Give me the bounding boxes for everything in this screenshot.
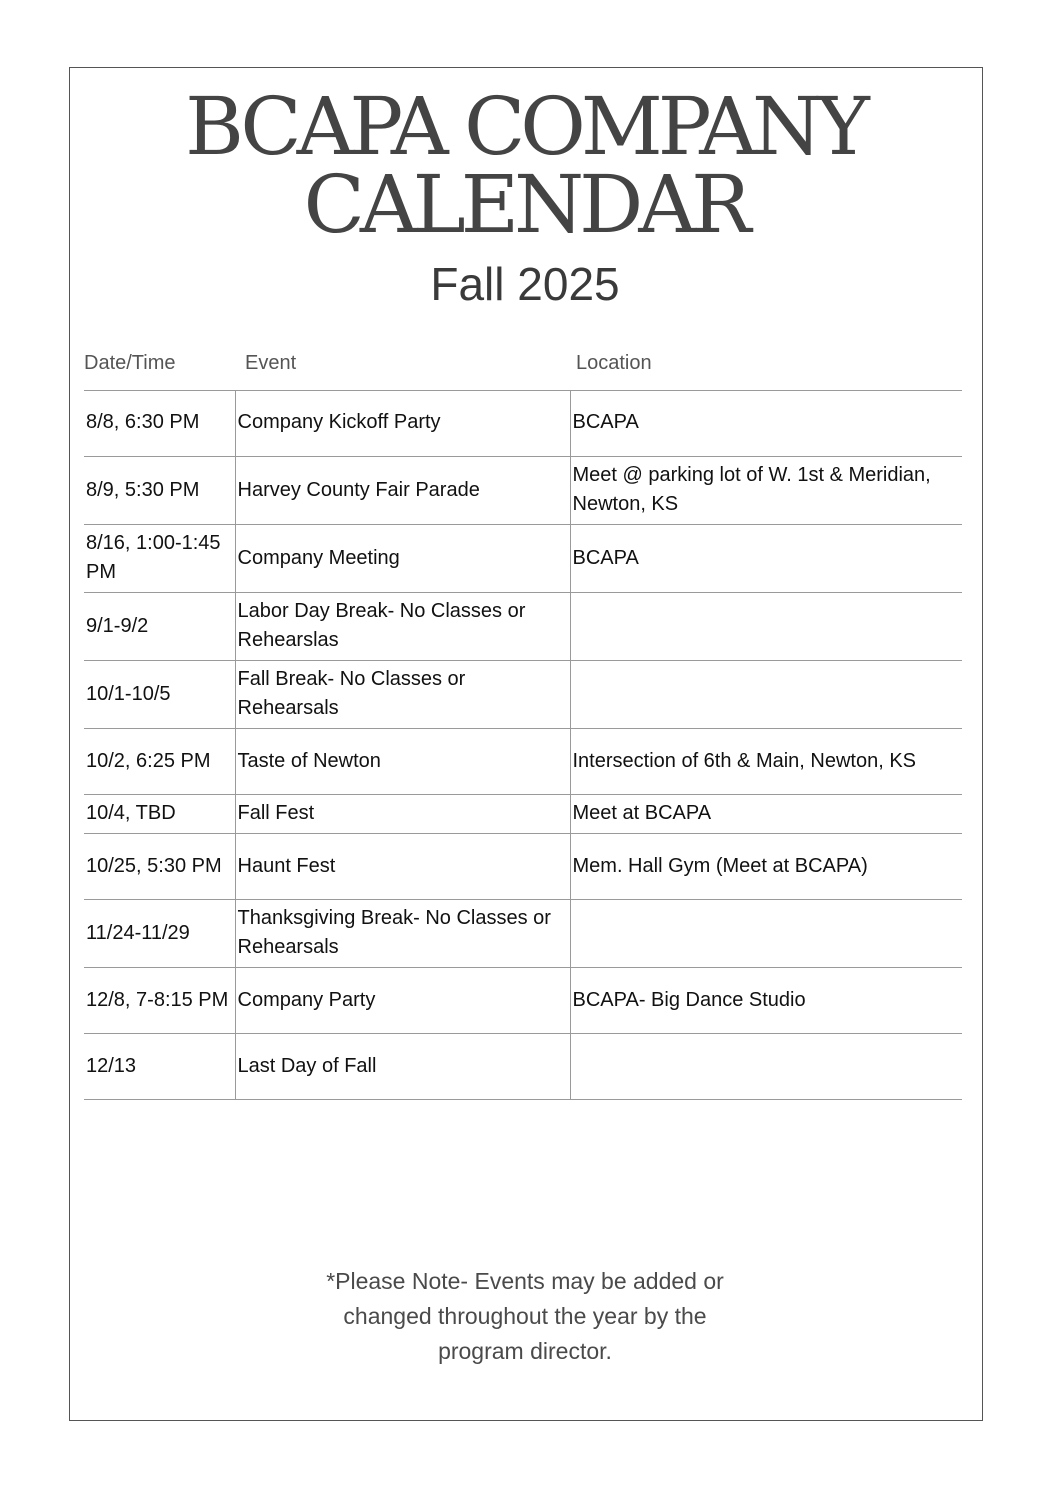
event-cell: Fall Fest (235, 794, 570, 833)
table-row (84, 1033, 962, 1099)
table-row (84, 660, 962, 728)
date-cell: 10/1-10/5 (84, 660, 235, 728)
location-cell (570, 1033, 962, 1099)
location-cell: Meet @ parking lot of W. 1st & Meridian, Newton, KS (570, 456, 962, 524)
note-line-3: program director. (438, 1338, 612, 1364)
location-cell (570, 592, 962, 660)
event-cell: Company Kickoff Party (235, 390, 570, 456)
date-cell: 10/2, 6:25 PM (84, 728, 235, 794)
location-cell: Intersection of 6th & Main, Newton, KS (570, 728, 962, 794)
event-cell: Fall Break- No Classes or Rehearsals (235, 660, 570, 728)
page-title (0, 80, 1050, 251)
column-header-event: Event (245, 352, 297, 374)
location-cell: Mem. Hall Gym (Meet at BCAPA) (570, 833, 962, 899)
event-cell: Haunt Fest (235, 833, 570, 899)
date-cell: 11/24-11/29 (84, 899, 235, 967)
table-row (84, 833, 962, 899)
location-cell: Meet at BCAPA (570, 794, 962, 833)
table-row (84, 592, 962, 660)
table-row (84, 728, 962, 794)
date-cell: 8/16, 1:00-1:45 PM (84, 524, 235, 592)
date-cell: 8/9, 5:30 PM (84, 456, 235, 524)
calendar-table (84, 390, 962, 1100)
table-row (84, 899, 962, 967)
date-cell: 10/25, 5:30 PM (84, 833, 235, 899)
date-cell: 12/8, 7-8:15 PM (84, 967, 235, 1033)
event-cell: Harvey County Fair Parade (235, 456, 570, 524)
date-cell: 9/1-9/2 (84, 592, 235, 660)
season-subtitle: Fall 2025 (430, 258, 620, 310)
date-cell: 10/4, TBD (84, 794, 235, 833)
location-cell (570, 660, 962, 728)
event-cell: Labor Day Break- No Classes or Rehearslas (235, 592, 570, 660)
location-cell: BCAPA (570, 390, 962, 456)
title-line-2: CALENDAR (303, 158, 747, 251)
title-line-1: BCAPA COMPANY (185, 80, 865, 173)
event-cell: Company Party (235, 967, 570, 1033)
location-cell: BCAPA (570, 524, 962, 592)
note-line-2: changed throughout the year by the (343, 1303, 707, 1329)
column-header-location: Location (576, 352, 652, 374)
footer-note (0, 1264, 1050, 1369)
event-cell: Company Meeting (235, 524, 570, 592)
note-line-1: *Please Note- Events may be added or (326, 1268, 724, 1294)
table-row (84, 794, 962, 833)
location-cell: BCAPA- Big Dance Studio (570, 967, 962, 1033)
event-cell: Taste of Newton (235, 728, 570, 794)
table-row (84, 524, 962, 592)
event-cell: Last Day of Fall (235, 1033, 570, 1099)
event-cell: Thanksgiving Break- No Classes or Rehearsals (235, 899, 570, 967)
column-header-date: Date/Time (84, 352, 176, 374)
location-cell (570, 899, 962, 967)
date-cell: 8/8, 6:30 PM (84, 390, 235, 456)
date-cell: 12/13 (84, 1033, 235, 1099)
table-row (84, 967, 962, 1033)
table-row (84, 390, 962, 456)
table-row (84, 456, 962, 524)
